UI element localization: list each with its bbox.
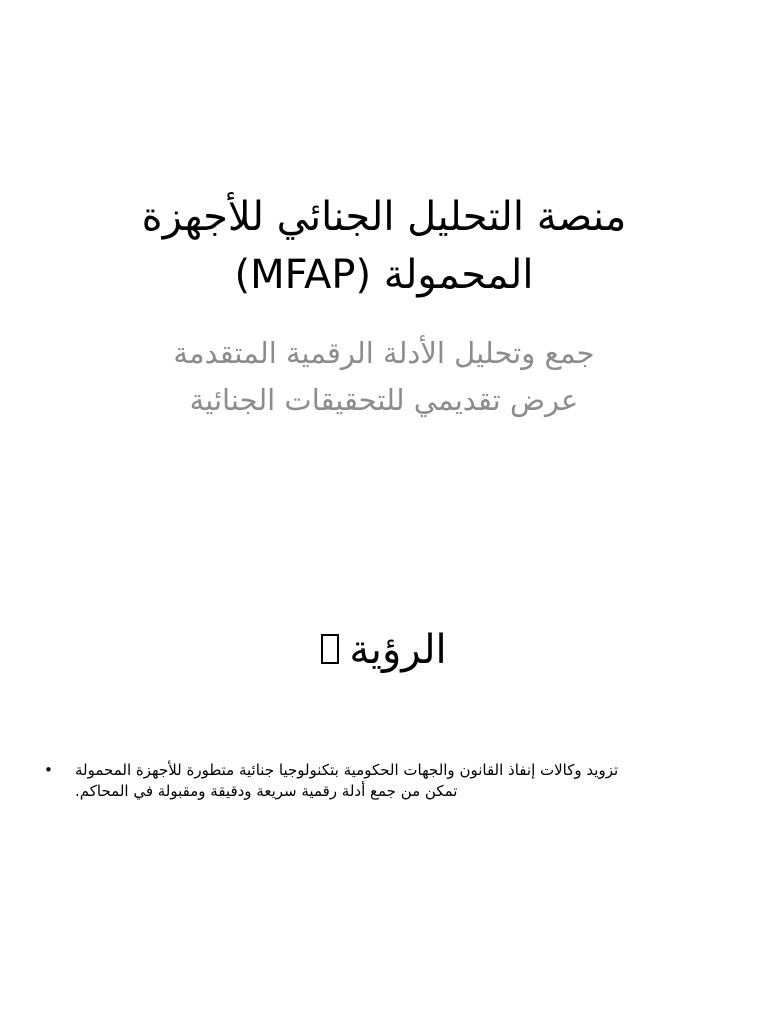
title-line-1: منصة التحليل الجنائي للأجهزة (141, 194, 627, 240)
title-line-2: المحمولة (MFAP) (234, 252, 534, 298)
subtitle-line-1: جمع وتحليل الأدلة الرقمية المتقدمة (173, 336, 595, 370)
presentation-title (64, 188, 704, 304)
vision-heading (64, 622, 704, 678)
bullet-line-1: تزويد وكالات إنفاذ القانون والجهات الحكومية بتكنولوجيا جنائية متطورة للأجهزة المحمولة (75, 761, 619, 779)
subtitle-line-2: عرض تقديمي للتحقيقات الجنائية (189, 383, 579, 417)
list-item (40, 760, 700, 802)
vision-bullet-list (40, 760, 700, 802)
bullet-icon: • (44, 761, 53, 779)
vision-slide (0, 512, 768, 1024)
bullet-line-2: تمكن من جمع أدلة رقمية سريعة ودقيقة ومقبولة في المحاكم. (75, 782, 458, 800)
missing-glyph-box-icon (321, 634, 339, 664)
vision-heading-text: الرؤية (349, 627, 447, 673)
presentation-subtitle (96, 330, 672, 424)
